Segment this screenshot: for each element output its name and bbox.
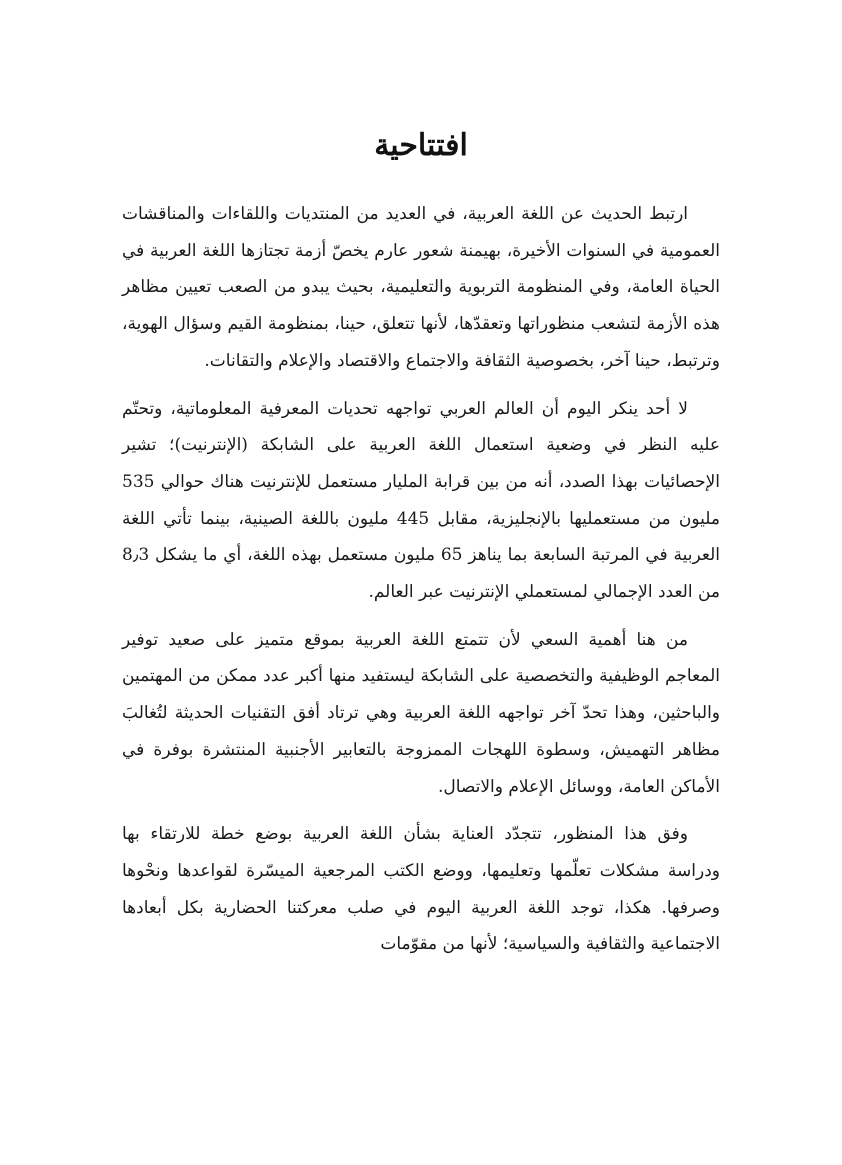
paragraph-2: لا أحد ينكر اليوم أن العالم العربي تواجهه تحديات المعرفية المعلوماتية، وتحتّم عليه النظر في وضعية استعمال اللغة العربية على الشابكة (الإنترنيت)؛ تشير الإحصائيات بهذا الصدد، أنه من بين قرابة المليار مستعمل للإنترنيت هناك حوالي 535 مليون من مستعمليها بالإنجليزية، مقابل 445 مليون باللغة الصينية، بينما تأتي اللغة العربية في المرتبة السابعة بما يناهز 65 مليون مستعمل بهذه اللغة، أي ما يشكل 8٫3 من العدد الإجمالي لمستعملي الإنترنيت عبر العالم. bbox=[122, 398, 720, 603]
body-text bbox=[122, 196, 720, 974]
paragraph-1: ارتبط الحديث عن اللغة العربية، في العديد من المنتديات واللقاءات والمناقشات العمومية في السنوات الأخيرة، بهيمنة شعور عارم يخصّ أزمة تجتازها اللغة العربية في الحياة العامة، وفي المنظومة التربوية والتعليمية، بحيث يبدو من الصعب تعيين مظاهر هذه الأزمة لتشعب منظوراتها وتعقدّها، لأنها تتعلق، حينا، بمنظومة القيم وسؤال الهوية، وترتبط، حينا آخر، بخصوصية الثقافة والاجتماع والاقتصاد والإعلام والتقانات. bbox=[122, 204, 720, 371]
paragraph-4: وفق هذا المنظور، تتجدّد العناية بشأن اللغة العربية بوضع خطة للارتقاء بها ودراسة مشكلات تعلّمها وتعليمها، ووضع الكتب المرجعية الميسّرة لقواعدها ونحْوها وصرفها. هكذا، توجد اللغة العربية اليوم في صلب معركتنا الحضارية بكل أبعادها الاجتماعية والثقافية والسياسية؛ لأنها من مقوّمات bbox=[122, 824, 720, 955]
paragraph-3: من هنا أهمية السعي لأن تتمتع اللغة العربية بموقع متميز على صعيد توفير المعاجم الوظيفية والتخصصية على الشابكة ليستفيد منها أكبر عدد ممكن من المهتمين والباحثين، وهذا تحدّ آخر تواجهه اللغة العربية وهي ترتاد أفق التقنيات الحديثة لتُغالبَ مظاهر التهميش، وسطوة اللهجات الممزوجة بالتعابير الأجنبية المنتشرة بوفرة في الأماكن العامة، ووسائل الإعلام والاتصال. bbox=[122, 629, 720, 797]
page-title: افتتاحية bbox=[374, 128, 468, 163]
